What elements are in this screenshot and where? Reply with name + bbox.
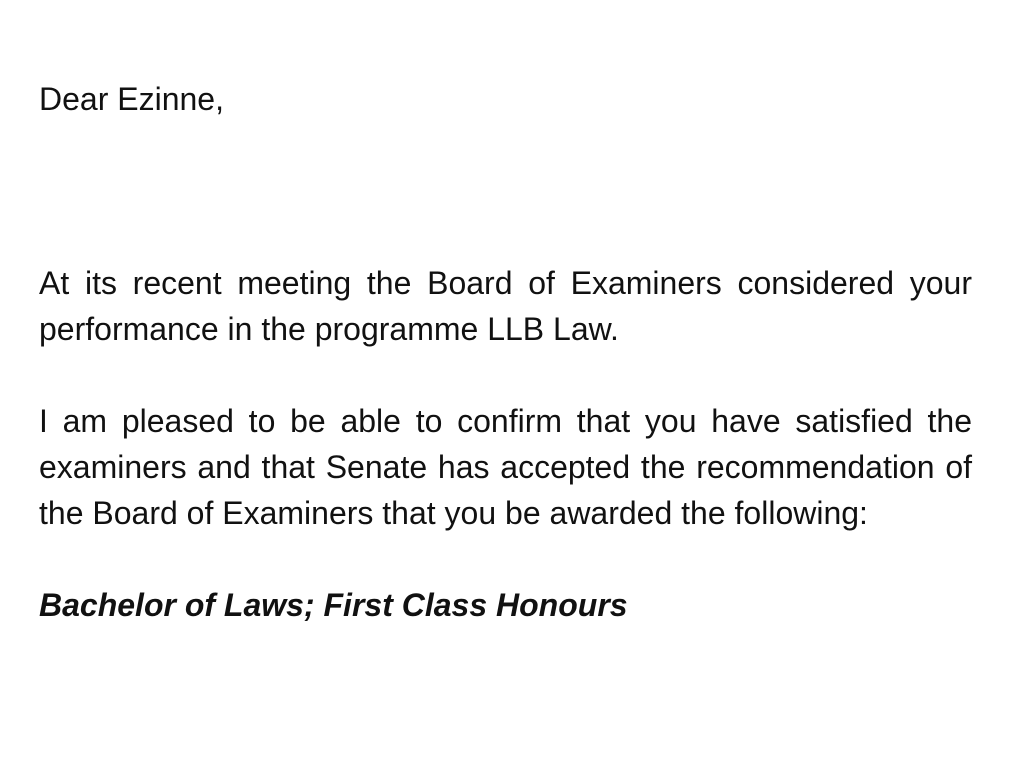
letter-body: [39, 76, 972, 628]
salutation: Dear Ezinne,: [39, 81, 224, 117]
paragraph-board-meeting: At its recent meeting the Board of Examiners considered your performance in the programme LLB Law.: [39, 265, 972, 347]
award-title: Bachelor of Laws; First Class Honours: [39, 587, 628, 623]
paragraph-confirmation: I am pleased to be able to confirm that you have satisfied the examiners and that Senate has accepted the recommendation of the Board of Examiners that you be awarded the following:: [39, 403, 972, 531]
